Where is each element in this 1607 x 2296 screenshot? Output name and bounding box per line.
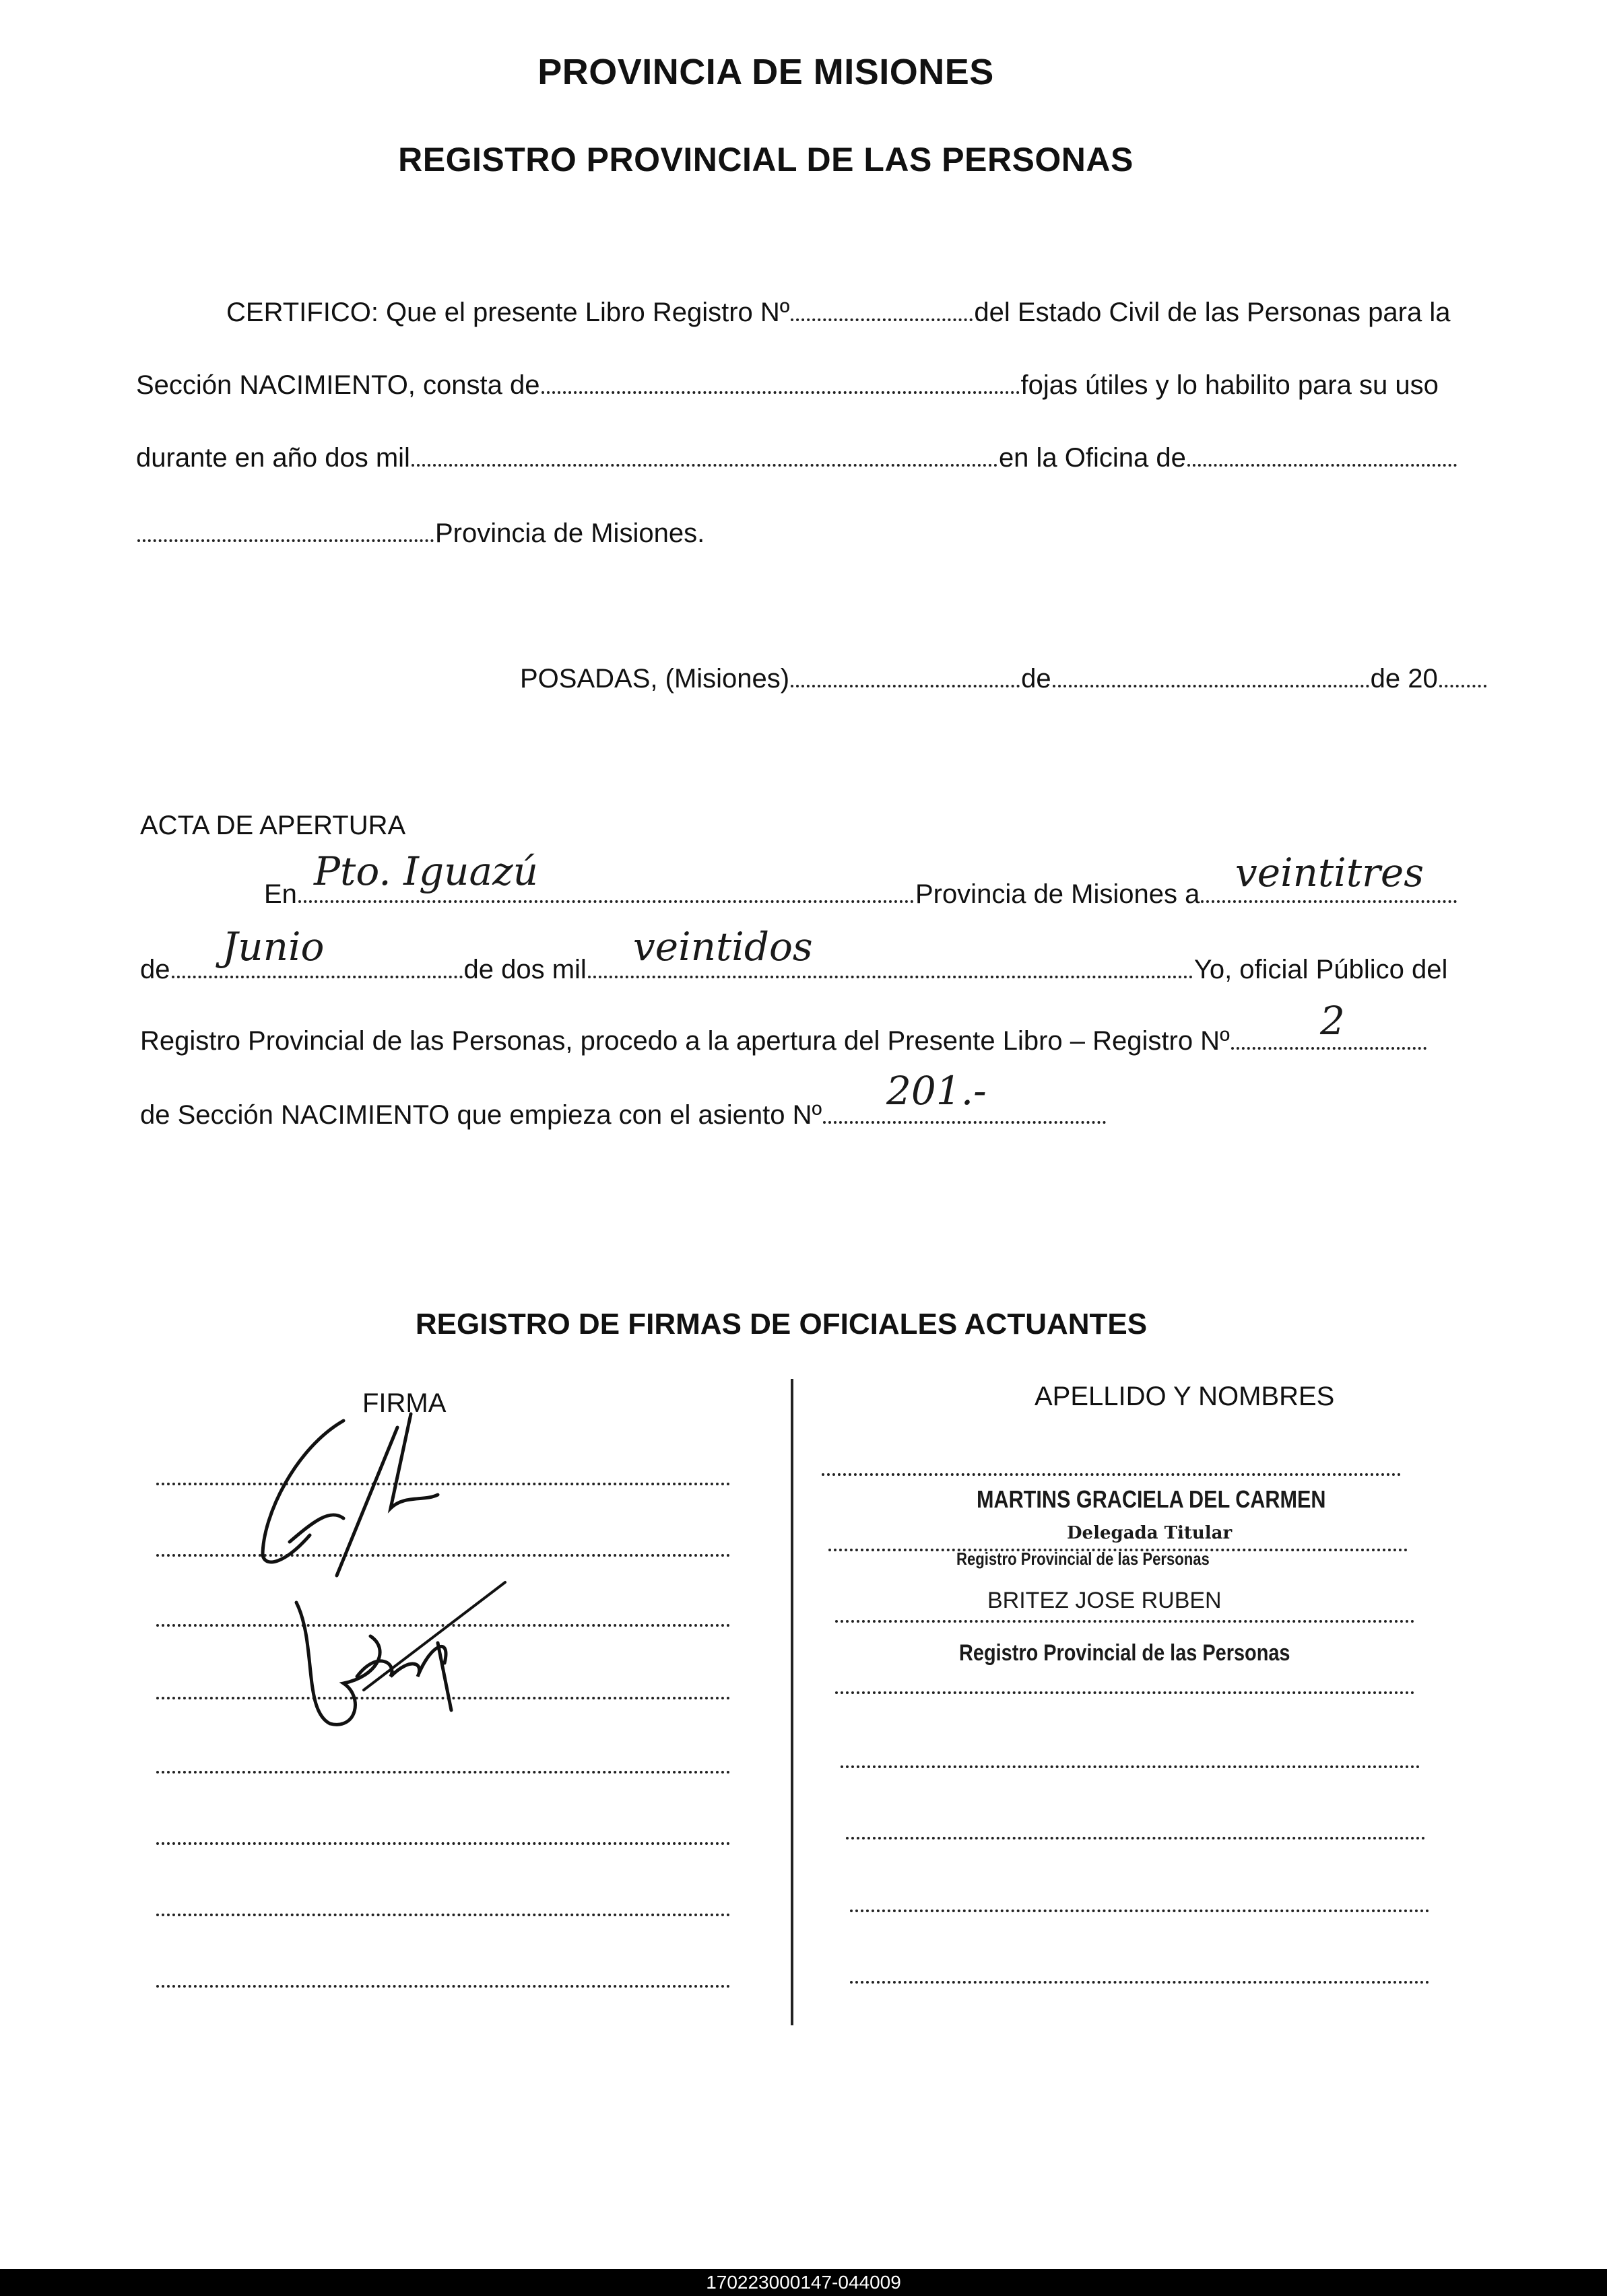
name-row [835, 1687, 1414, 1694]
name-row [822, 1469, 1401, 1476]
stamp-1-name: MARTINS GRACIELA DEL CARMEN [977, 1485, 1326, 1513]
document-subtitle: REGISTRO PROVINCIAL DE LAS PERSONAS [398, 141, 1134, 178]
handwritten-book-number: 2 [1320, 998, 1345, 1044]
book-number-blank [791, 312, 973, 321]
signature-2-graphic [283, 1576, 512, 1737]
signature-1-graphic [249, 1400, 478, 1576]
pages-blank [542, 384, 1020, 394]
certificate-line-4 [136, 517, 704, 549]
acta-line-3-text: Registro Provincial de las Personas, procedo a la apertura del Presente Libro – Registro Nº [140, 1026, 1230, 1056]
handwritten-place: Pto. Iguazú [314, 848, 538, 894]
signature-row [156, 1981, 730, 1988]
certificate-line-1 [226, 296, 1450, 329]
column-divider [791, 1379, 793, 2025]
name-row [850, 1905, 1429, 1912]
handwritten-day: veintitres [1235, 850, 1424, 896]
certificate-line-3 [136, 442, 1458, 474]
province-label: Provincia de Misiones a [915, 879, 1200, 909]
year-label-acta: de dos mil [463, 955, 587, 984]
certificate-line-2 [136, 369, 1439, 401]
place-label: POSADAS, (Misiones) [520, 664, 790, 694]
office-blank [1187, 457, 1457, 467]
acta-heading: ACTA DE APERTURA [140, 811, 406, 840]
name-row [846, 1833, 1425, 1839]
name-row [850, 1977, 1429, 1984]
name-row [835, 1616, 1414, 1623]
certificate-line-2-start: Sección NACIMIENTO, consta de [136, 370, 540, 400]
handwritten-entry-number: 201.- [886, 1068, 987, 1114]
stamp-2-org: Registro Provincial de las Personas [959, 1640, 1290, 1666]
signature-row [156, 1838, 730, 1845]
signature-column-header: FIRMA [362, 1388, 447, 1418]
name-row [841, 1761, 1420, 1768]
stamp-1-org: Registro Provincial de las Personas [956, 1549, 1210, 1569]
names-column-header: APELLIDO Y NOMBRES [1035, 1382, 1335, 1411]
document-title: PROVINCIA DE MISIONES [537, 52, 994, 92]
year-blank [412, 457, 997, 467]
signatures-heading: REGISTRO DE FIRMAS DE OFICIALES ACTUANTES [415, 1308, 1148, 1341]
city-blank [137, 533, 434, 542]
date-de-label: de [1021, 664, 1051, 694]
acta-line-4-text: de Sección NACIMIENTO que empieza con el asiento Nº [140, 1100, 822, 1130]
year-label: de 20 [1370, 664, 1438, 694]
certificate-line-3-start: durante en año dos mil [136, 443, 410, 473]
handwritten-month: Junio [222, 924, 325, 970]
stamp-2-name: BRITEZ JOSE RUBEN [987, 1588, 1222, 1613]
place-fill-line [298, 893, 914, 903]
place-date-line [520, 663, 1488, 695]
handwritten-year: veintidos [633, 924, 813, 970]
officer-label: Yo, oficial Público del [1193, 955, 1448, 984]
month-blank [1053, 678, 1369, 687]
certificate-line-2-end: fojas útiles y lo habilito para su uso [1020, 370, 1439, 400]
certificate-line-1-end: del Estado Civil de las Personas para la [974, 298, 1451, 327]
document-code: 170223000147-044009 [0, 2269, 1607, 2296]
year-fill-line [588, 969, 1193, 978]
year-suffix-blank [1439, 678, 1486, 687]
entry-number-fill-line [823, 1114, 1106, 1124]
acta-line-3 [140, 1025, 1428, 1057]
certificate-line-4-text: Provincia de Misiones. [435, 518, 705, 548]
en-label: En [264, 879, 297, 909]
month-fill-line [172, 969, 463, 978]
signature-row [156, 1910, 730, 1916]
certificate-line-3-middle: en la Oficina de [998, 443, 1186, 473]
signature-row [156, 1767, 730, 1774]
stamp-1-role: Delegada Titular [1067, 1523, 1233, 1543]
month-de-label: de [140, 955, 170, 984]
certificate-line-1-start: CERTIFICO: Que el presente Libro Registro Nº [226, 298, 790, 327]
day-blank [791, 678, 1020, 687]
